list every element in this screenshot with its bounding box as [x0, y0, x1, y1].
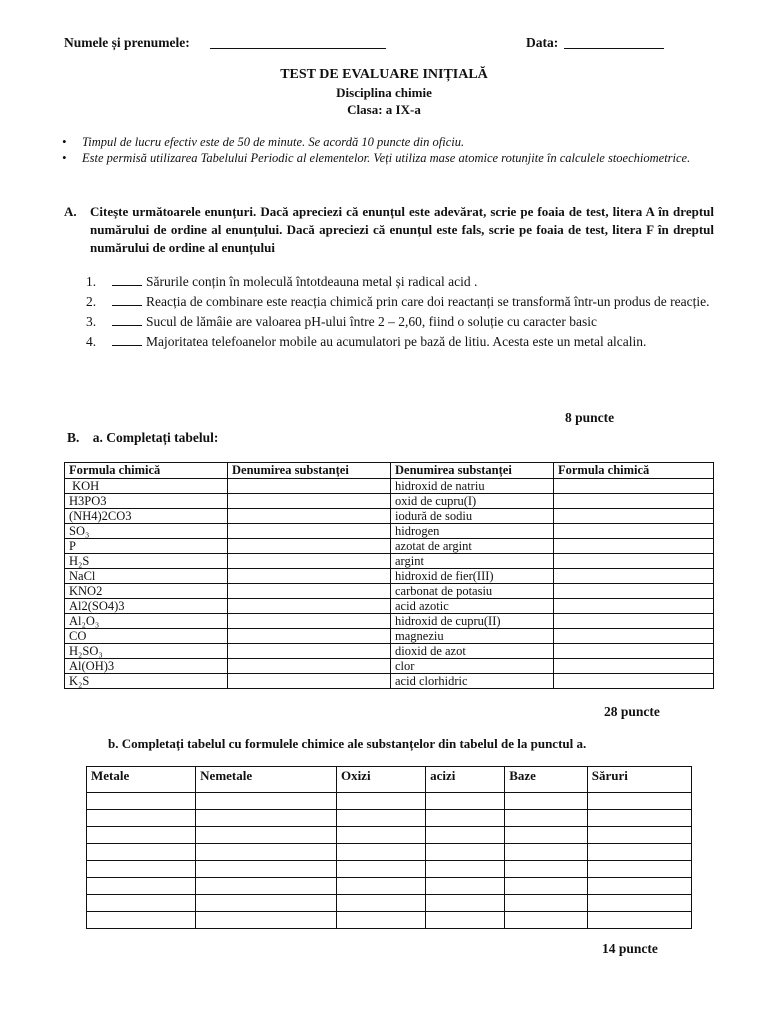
section-a-label: A.	[64, 204, 77, 219]
header-name-2: Denumirea substanței	[391, 463, 554, 479]
answer-cell[interactable]	[87, 878, 196, 895]
answer-cell[interactable]	[587, 878, 691, 895]
answer-cell[interactable]	[196, 810, 337, 827]
answer-cell[interactable]	[505, 793, 587, 810]
answer-cell[interactable]	[336, 895, 425, 912]
answer-cell[interactable]	[336, 861, 425, 878]
answer-cell[interactable]	[505, 810, 587, 827]
statement-number: 3.	[86, 314, 97, 329]
answer-cell[interactable]	[87, 912, 196, 929]
answer-cell[interactable]	[336, 793, 425, 810]
formula-cell: (NH4)2CO3	[65, 509, 228, 524]
name-answer-cell[interactable]	[228, 524, 391, 539]
answer-cell[interactable]	[196, 844, 337, 861]
name-cell: hidroxid de fier(III)	[391, 569, 554, 584]
table-row	[65, 479, 714, 494]
name-label: Numele și prenumele:	[64, 35, 190, 50]
answer-cell[interactable]	[505, 878, 587, 895]
table-row	[65, 599, 714, 614]
answer-blank[interactable]	[112, 314, 142, 326]
section-a-text: Citește următoarele enunțuri. Dacă apreciezi că enunțul este adevărat, scrie pe foaia de test, litera A în dreptul numărului de ordine al enunțului. Dacă apreciezi că enunțul este fals, scrie pe foaia de test, litera F în dreptul numărului de ordine al enunțului	[90, 204, 714, 255]
answer-cell[interactable]	[196, 912, 337, 929]
section-b-label: B.	[67, 430, 80, 445]
discipline-title: Disciplina chimie	[336, 85, 432, 100]
student-header	[64, 35, 698, 53]
table-row	[65, 659, 714, 674]
answer-cell[interactable]	[587, 844, 691, 861]
name-cell: iodură de sodiu	[391, 509, 554, 524]
section-b-sub-b: b. Completați tabelul cu formulele chimice ale substanțelor din tabelul de la punctul a.	[108, 736, 587, 751]
statement-item	[86, 293, 714, 311]
answer-cell[interactable]	[426, 793, 505, 810]
answer-cell[interactable]	[426, 810, 505, 827]
table-row	[87, 793, 692, 810]
instructions-list	[62, 135, 712, 167]
formula-answer-cell[interactable]	[554, 554, 714, 569]
answer-cell[interactable]	[196, 827, 337, 844]
statement-number: 1.	[86, 274, 97, 289]
formula-cell: Al2(SO4)3	[65, 599, 228, 614]
answer-cell[interactable]	[587, 912, 691, 929]
formula-answer-cell[interactable]	[554, 524, 714, 539]
answer-cell[interactable]	[87, 793, 196, 810]
formula-cell: CO	[65, 629, 228, 644]
class-header: Nemetale	[196, 767, 337, 793]
answer-cell[interactable]	[587, 895, 691, 912]
answer-cell[interactable]	[336, 844, 425, 861]
table-row	[65, 524, 714, 539]
class-header: acizi	[426, 767, 505, 793]
section-a-instruction	[64, 203, 714, 257]
bullet-icon: •	[62, 151, 67, 165]
formula-cell: Al₂O₃	[65, 614, 228, 629]
answer-cell[interactable]	[426, 878, 505, 895]
formula-answer-cell[interactable]	[554, 479, 714, 494]
class-header: Baze	[505, 767, 587, 793]
answer-cell[interactable]	[505, 912, 587, 929]
answer-cell[interactable]	[426, 895, 505, 912]
answer-cell[interactable]	[336, 827, 425, 844]
section-b-b-points: 14 puncte	[602, 941, 658, 956]
table-row	[87, 912, 692, 929]
name-answer-cell[interactable]	[228, 479, 391, 494]
formula-cell: H3PO3	[65, 494, 228, 509]
answer-blank[interactable]	[112, 294, 142, 306]
name-cell: hidrogen	[391, 524, 554, 539]
table-row	[87, 844, 692, 861]
date-label: Data:	[526, 35, 559, 50]
answer-cell[interactable]	[505, 861, 587, 878]
table-row	[65, 644, 714, 659]
name-answer-cell[interactable]	[228, 629, 391, 644]
test-title: TEST DE EVALUARE INIȚIALĂ	[280, 67, 488, 82]
statement-item	[86, 313, 714, 331]
instruction-text: Timpul de lucru efectiv este de 50 de minute. Se acordă 10 puncte din oficiu.	[82, 135, 465, 149]
statement-item	[86, 273, 714, 291]
name-cell: hidroxid de cupru(II)	[391, 614, 554, 629]
section-a-points: 8 puncte	[565, 410, 615, 425]
formula-answer-cell[interactable]	[554, 674, 714, 689]
bullet-icon: •	[62, 135, 67, 149]
formula-cell: KNO2	[65, 584, 228, 599]
formula-cell: K₂S	[65, 674, 228, 689]
answer-cell[interactable]	[505, 844, 587, 861]
instruction-item	[62, 151, 712, 166]
name-cell: hidroxid de natriu	[391, 479, 554, 494]
answer-cell[interactable]	[87, 844, 196, 861]
name-cell: clor	[391, 659, 554, 674]
name-cell: oxid de cupru(I)	[391, 494, 554, 509]
statement-text: Sucul de lămâie are valoarea pH-ului între 2 – 2,60, fiind o soluție cu caracter basic	[146, 314, 597, 329]
answer-blank[interactable]	[112, 334, 142, 346]
answer-blank[interactable]	[112, 274, 142, 286]
statements-list	[86, 273, 714, 353]
table-row	[87, 827, 692, 844]
table-row	[87, 810, 692, 827]
name-cell: argint	[391, 554, 554, 569]
answer-cell[interactable]	[87, 827, 196, 844]
name-answer-cell[interactable]	[228, 509, 391, 524]
answer-cell[interactable]	[87, 895, 196, 912]
name-answer-cell[interactable]	[228, 494, 391, 509]
formula-cell: NaCl	[65, 569, 228, 584]
name-answer-cell[interactable]	[228, 614, 391, 629]
table-row	[65, 629, 714, 644]
answer-cell[interactable]	[426, 844, 505, 861]
formula-answer-cell[interactable]	[554, 599, 714, 614]
formula-answer-cell[interactable]	[554, 614, 714, 629]
formula-cell: KOH	[65, 479, 228, 494]
answer-cell[interactable]	[587, 793, 691, 810]
header-name: Denumirea substanței	[228, 463, 391, 479]
name-answer-cell[interactable]	[228, 569, 391, 584]
name-answer-cell[interactable]	[228, 584, 391, 599]
answer-cell[interactable]	[426, 861, 505, 878]
table-row	[87, 878, 692, 895]
class-header: Oxizi	[336, 767, 425, 793]
answer-cell[interactable]	[336, 878, 425, 895]
class-header: Săruri	[587, 767, 691, 793]
classification-table	[86, 766, 692, 929]
statement-number: 2.	[86, 294, 97, 309]
name-blank-line[interactable]	[210, 48, 386, 49]
header-formula-2: Formula chimică	[554, 463, 714, 479]
formula-answer-cell[interactable]	[554, 539, 714, 554]
instruction-text: Este permisă utilizarea Tabelului Periodic al elementelor. Veți utiliza mase atomice rotunjite în calculele stoechiometrice.	[82, 151, 691, 165]
table-row	[65, 494, 714, 509]
statement-text: Reacția de combinare este reacția chimică prin care doi reactanți se transformă într-un produs de reacție.	[146, 294, 710, 309]
formula-cell: P	[65, 539, 228, 554]
table-row	[65, 569, 714, 584]
table-row	[65, 584, 714, 599]
statement-number: 4.	[86, 334, 97, 349]
name-cell: acid azotic	[391, 599, 554, 614]
formula-cell: SO₃	[65, 524, 228, 539]
name-answer-cell[interactable]	[228, 644, 391, 659]
formula-answer-cell[interactable]	[554, 509, 714, 524]
formula-answer-cell[interactable]	[554, 629, 714, 644]
table-header-row	[65, 463, 714, 479]
name-cell: acid clorhidric	[391, 674, 554, 689]
answer-cell[interactable]	[336, 912, 425, 929]
answer-cell[interactable]	[196, 895, 337, 912]
answer-cell[interactable]	[505, 827, 587, 844]
table-header-row	[87, 767, 692, 793]
formula-answer-cell[interactable]	[554, 644, 714, 659]
name-answer-cell[interactable]	[228, 599, 391, 614]
class-title: Clasa: a IX-a	[347, 102, 421, 117]
name-cell: magneziu	[391, 629, 554, 644]
name-answer-cell[interactable]	[228, 674, 391, 689]
statement-text: Majoritatea telefoanelor mobile au acumulatori pe bază de litiu. Acesta este un metal alcalin.	[146, 334, 647, 349]
answer-cell[interactable]	[587, 810, 691, 827]
answer-cell[interactable]	[587, 827, 691, 844]
name-cell: dioxid de azot	[391, 644, 554, 659]
date-blank-line[interactable]	[564, 48, 664, 49]
section-b-a-points: 28 puncte	[604, 704, 660, 719]
table-row	[65, 674, 714, 689]
name-cell: azotat de argint	[391, 539, 554, 554]
section-b-sub-a: a. Completați tabelul:	[92, 430, 219, 445]
answer-cell[interactable]	[426, 912, 505, 929]
table-row	[65, 509, 714, 524]
answer-cell[interactable]	[426, 827, 505, 844]
name-answer-cell[interactable]	[228, 539, 391, 554]
name-answer-cell[interactable]	[228, 554, 391, 569]
answer-cell[interactable]	[196, 878, 337, 895]
answer-cell[interactable]	[87, 861, 196, 878]
class-header: Metale	[87, 767, 196, 793]
formula-cell: Al(OH)3	[65, 659, 228, 674]
section-b-heading	[67, 430, 218, 446]
formula-answer-cell[interactable]	[554, 659, 714, 674]
header-formula: Formula chimică	[65, 463, 228, 479]
substances-table	[64, 462, 714, 689]
formula-cell: H₂S	[65, 554, 228, 569]
formula-answer-cell[interactable]	[554, 569, 714, 584]
answer-cell[interactable]	[505, 895, 587, 912]
instruction-item	[62, 135, 712, 150]
table-row	[65, 614, 714, 629]
answer-cell[interactable]	[336, 810, 425, 827]
formula-answer-cell[interactable]	[554, 494, 714, 509]
answer-cell[interactable]	[196, 793, 337, 810]
table-row	[65, 554, 714, 569]
name-cell: carbonat de potasiu	[391, 584, 554, 599]
table-row	[87, 895, 692, 912]
name-answer-cell[interactable]	[228, 659, 391, 674]
formula-cell: H₂SO₃	[65, 644, 228, 659]
answer-cell[interactable]	[587, 861, 691, 878]
answer-cell[interactable]	[87, 810, 196, 827]
table-row	[65, 539, 714, 554]
statement-text: Sărurile conțin în moleculă întotdeauna metal și radical acid .	[146, 274, 478, 289]
answer-cell[interactable]	[196, 861, 337, 878]
formula-answer-cell[interactable]	[554, 584, 714, 599]
table-row	[87, 861, 692, 878]
statement-item	[86, 333, 714, 351]
